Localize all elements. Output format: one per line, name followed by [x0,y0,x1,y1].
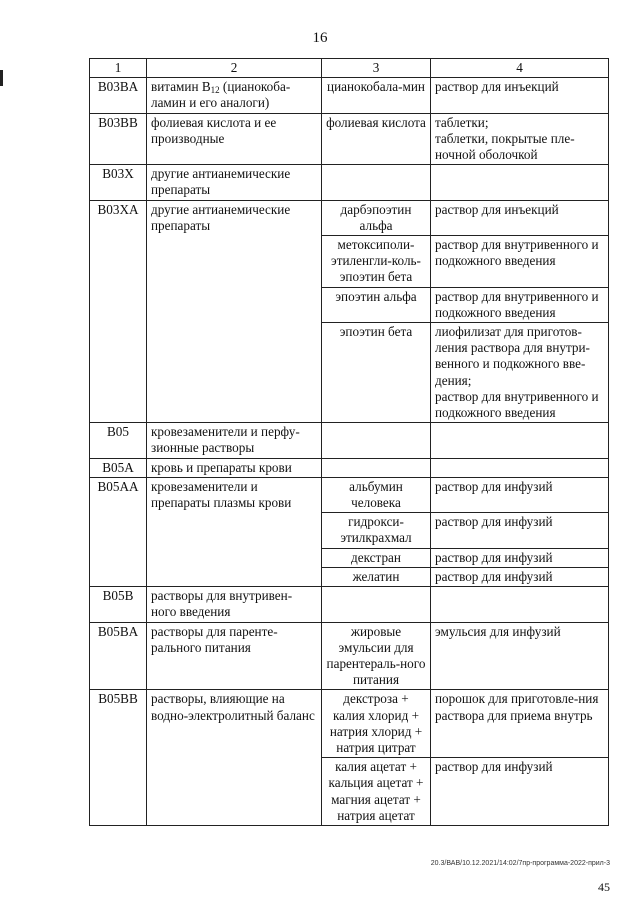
drug-name-cell [322,423,431,458]
dosage-form-cell [431,458,609,477]
atc-code-cell: B05A [90,458,147,477]
dosage-form-cell: раствор для внутривенного и подкожного введения [431,236,609,288]
column-header: 4 [431,59,609,78]
group-name-cell: растворы для парентe-рального питания [147,622,322,690]
drug-name-cell: жировые эмульсии для парентераль-ного питания [322,622,431,690]
table-row [90,200,609,235]
atc-code-cell: B05B [90,587,147,622]
margin-mark [0,70,3,86]
group-name-cell: кровь и препараты крови [147,458,322,477]
drug-name-cell: цианокобала-мин [322,78,431,113]
page-number-top: 16 [312,30,328,46]
drug-table [89,58,609,826]
drug-name-cell: калия ацетат + кальция ацетат + магния ацетат + натрия ацетат [322,758,431,826]
dosage-form-cell: раствор для инфузий [431,567,609,586]
drug-name-cell: гидрокси-этилкрахмал [322,513,431,548]
group-name-cell: кровезаменители и перфу-зионные растворы [147,423,322,458]
group-name-cell: витамин $B_{12}$ (цианокоба-ламин и его аналоги) [147,78,322,113]
dosage-form-cell [431,165,609,200]
drug-name-cell: альбумин человека [322,477,431,512]
drug-name-cell [322,587,431,622]
footer-note: 20.3/ВАВ/10.12.2021/14:02/7пр-программа-2022-прил-3 [430,860,610,867]
atc-code-cell: B05AA [90,477,147,586]
atc-code-cell: B03XA [90,200,147,423]
atc-code-cell: B03BA [90,78,147,113]
table-row [90,113,609,165]
group-name-cell: растворы для внутривен-ного введения [147,587,322,622]
group-name-cell: другие антианемические препараты [147,200,322,423]
dosage-form-cell: эмульсия для инфузий [431,622,609,690]
table-row [90,690,609,758]
drug-name-cell [322,165,431,200]
dosage-form-cell [431,423,609,458]
column-header: 2 [147,59,322,78]
group-name-cell: фолиевая кислота и ее производные [147,113,322,165]
drug-name-cell [322,458,431,477]
dosage-form-cell: раствор для инфузий [431,513,609,548]
table-row [90,477,609,512]
atc-code-cell: B03X [90,165,147,200]
dosage-form-cell: раствор для инъекций [431,200,609,235]
dosage-form-cell [431,587,609,622]
drug-name-cell: дарбэпоэтин альфа [322,200,431,235]
table-row [90,458,609,477]
table-row [90,587,609,622]
dosage-form-cell: раствор для инфузий [431,548,609,567]
dosage-form-cell: раствор для инъекций [431,78,609,113]
group-name-cell: кровезаменители и препараты плазмы крови [147,477,322,586]
atc-code-cell: B05BB [90,690,147,826]
drug-name-cell: фолиевая кислота [322,113,431,165]
drug-name-cell: эпоэтин альфа [322,287,431,322]
column-header: 1 [90,59,147,78]
group-name-cell: другие антианемические препараты [147,165,322,200]
dosage-form-cell: таблетки; таблетки, покрытые пле-ночной оболочкой [431,113,609,165]
dosage-form-cell: лиофилизат для приготов-ления раствора для внутри-венного и подкожного вве-дения; раствор для внутривенного и подкожного введения [431,323,609,423]
dosage-form-cell: раствор для инфузий [431,477,609,512]
atc-code-cell: B05BA [90,622,147,690]
drug-name-cell: декстран [322,548,431,567]
atc-code-cell: B03BB [90,113,147,165]
atc-code-cell: B05 [90,423,147,458]
table-row [90,165,609,200]
drug-name-cell: декстроза + калия хлорид + натрия хлорид + натрия цитрат [322,690,431,758]
drug-name-cell: желатин [322,567,431,586]
dosage-form-cell: раствор для внутривенного и подкожного введения [431,287,609,322]
table-row [90,423,609,458]
page-number-bottom: 45 [598,880,610,894]
table-row [90,78,609,113]
dosage-form-cell: раствор для инфузий [431,758,609,826]
group-name-cell: растворы, влияющие на водно-электролитный баланс [147,690,322,826]
column-header: 3 [322,59,431,78]
dosage-form-cell: порошок для приготовле-ния раствора для приема внутрь [431,690,609,758]
table-row [90,622,609,690]
table-header-row [90,59,609,78]
drug-name-cell: метоксиполи-этиленгли-коль-эпоэтин бета [322,236,431,288]
drug-name-cell: эпоэтин бета [322,323,431,423]
